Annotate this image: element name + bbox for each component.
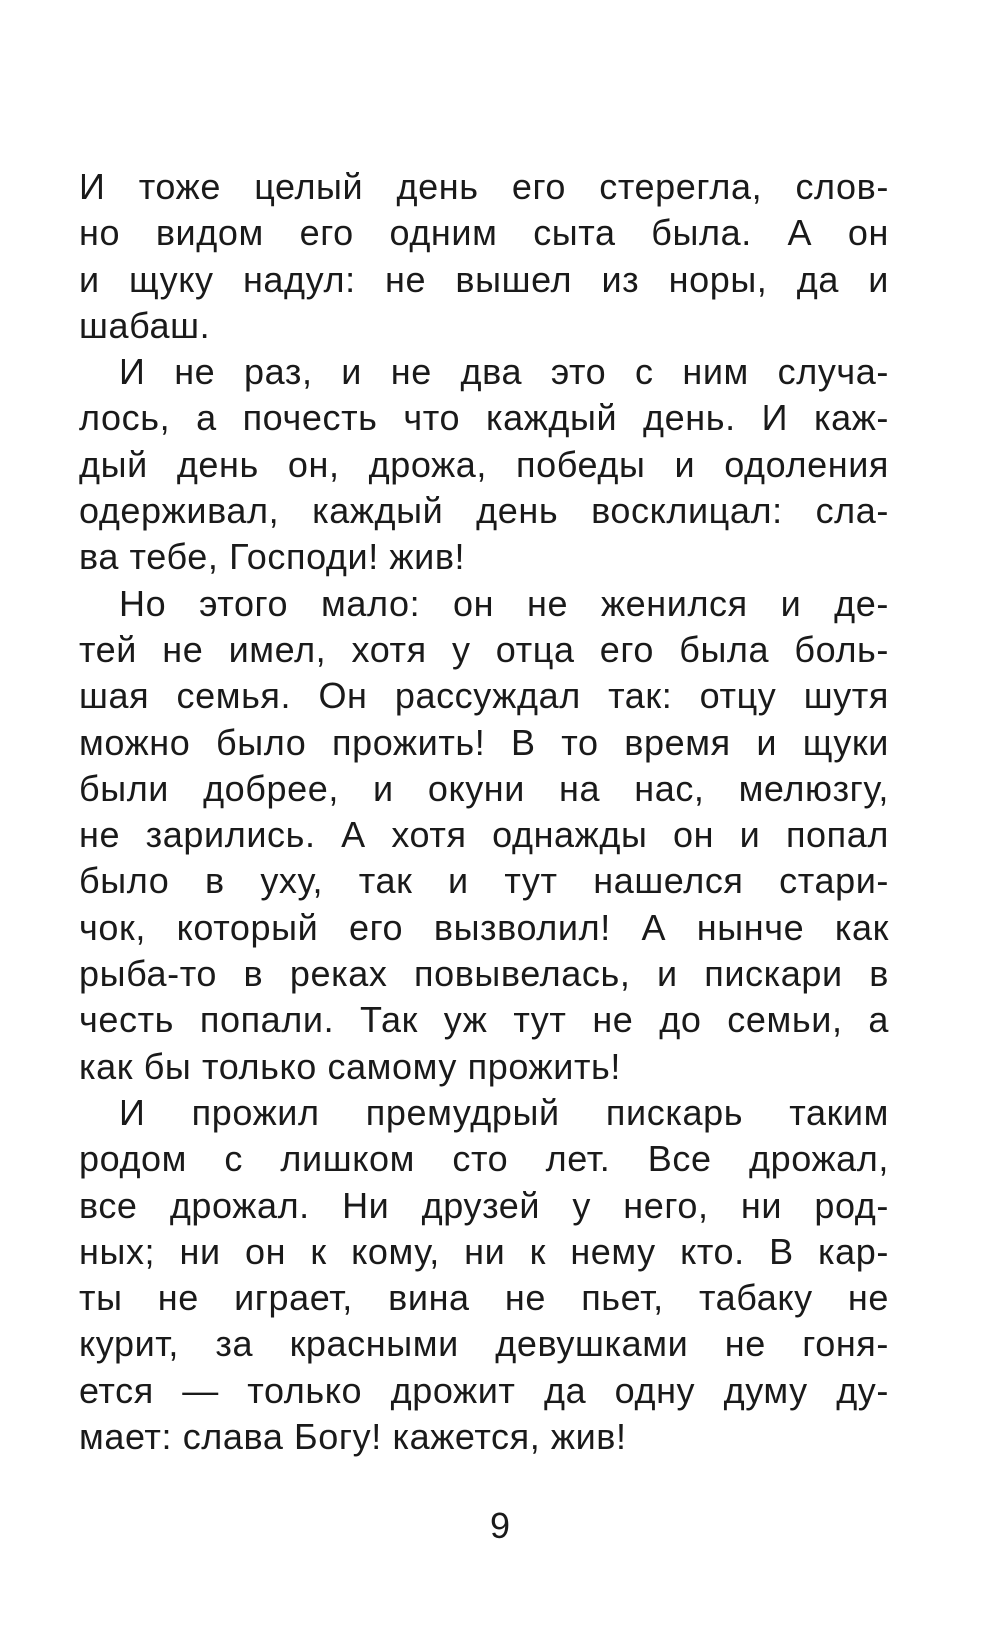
text-line: честь попали. Так уж тут не до семьи, а	[79, 999, 889, 1041]
text-line: ты не играет, вина не пьет, табаку не	[79, 1277, 889, 1319]
text-line: и щуку надул: не вышел из норы, да и	[79, 258, 889, 300]
text-line: тей не имел, хотя у отца его была боль-	[79, 628, 889, 670]
text-line: ва тебе, Господи! жив!	[79, 536, 466, 578]
text-line: ется — только дрожит да одну думу ду-	[79, 1369, 889, 1411]
text-line: можно было прожить! В то время и щуки	[79, 721, 889, 763]
text-line: курит, за красными девушками не гоня-	[79, 1323, 889, 1365]
paragraph	[79, 349, 889, 580]
text-line: мает: слава Богу! кажется, жив!	[79, 1416, 627, 1458]
paragraph	[79, 164, 889, 349]
text-line: Но этого мало: он не женился и де-	[119, 582, 889, 624]
text-line: лось, а почесть что каждый день. И каж-	[79, 397, 889, 439]
text-line: родом с лишком сто лет. Все дрожал,	[79, 1138, 889, 1180]
text-line: но видом его одним сыта была. А он	[79, 212, 889, 254]
text-line: шабаш.	[79, 304, 211, 346]
paragraph	[79, 1090, 889, 1460]
text-line: не зарились. А хотя однажды он и попал	[79, 814, 889, 856]
text-line: рыба-то в реках повывелась, и пискари в	[79, 953, 889, 995]
paragraph	[79, 581, 889, 1090]
page-number: 9	[489, 1505, 511, 1546]
text-line: были добрее, и окуни на нас, мелюзгу,	[79, 767, 889, 809]
text-line: И не раз, и не два это с ним случа-	[119, 351, 889, 393]
text-line: было в уху, так и тут нашелся стари-	[79, 860, 889, 902]
text-line: чок, который его вызволил! А нынче как	[79, 906, 889, 948]
text-line: дый день он, дрожа, победы и одоления	[79, 443, 889, 485]
text-line: ных; ни он к кому, ни к нему кто. В кар-	[79, 1230, 889, 1272]
text-line: И тоже целый день его стерегла, слов-	[79, 166, 889, 207]
text-line: шая семья. Он рассуждал так: отцу шутя	[79, 675, 889, 717]
body-text	[79, 164, 889, 1460]
text-line: все дрожал. Ни друзей у него, ни род-	[79, 1184, 889, 1226]
text-line: как бы только самому прожить!	[79, 1045, 621, 1087]
text-line: одерживал, каждый день восклицал: сла-	[79, 490, 889, 532]
text-line: И прожил премудрый пискарь таким	[119, 1091, 889, 1133]
